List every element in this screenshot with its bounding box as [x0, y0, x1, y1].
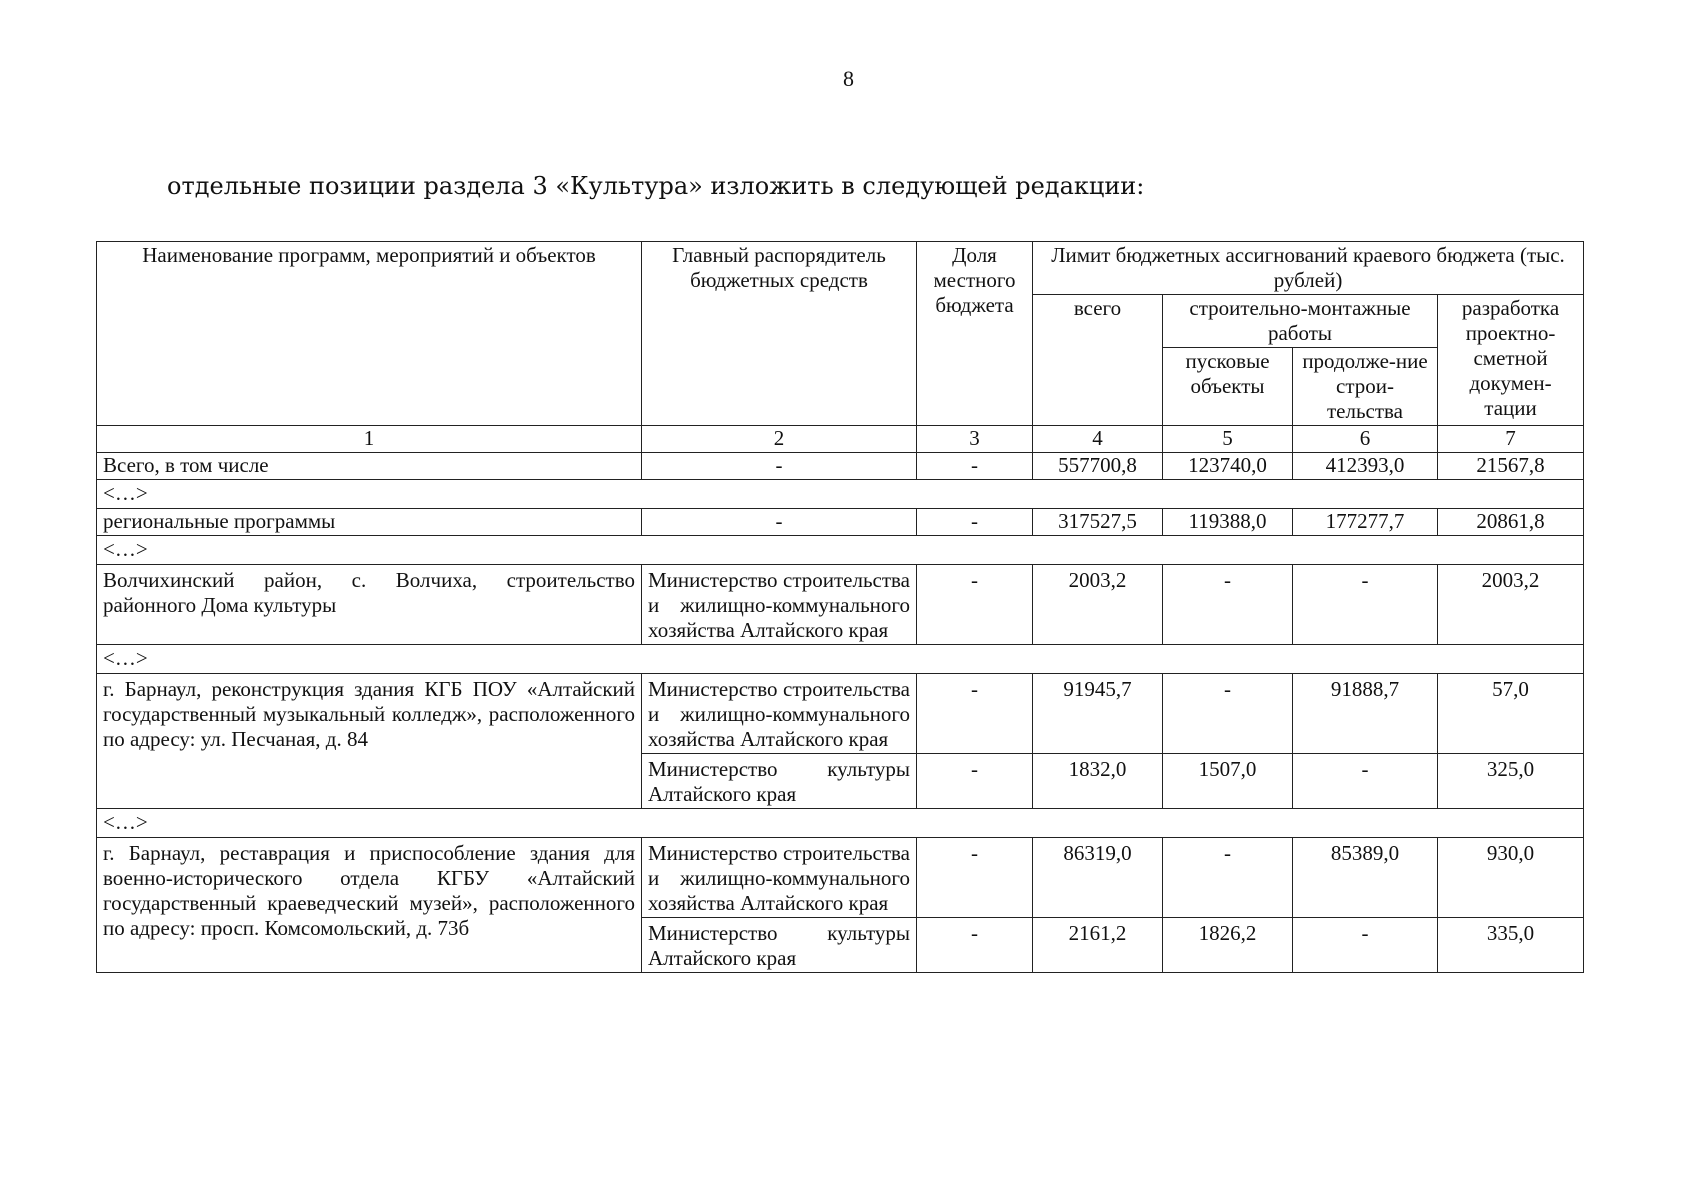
local-share-cell: -: [917, 453, 1033, 480]
row-name: г. Барнаул, реставрация и приспособление здания для военно-исторического отдела КГБУ «Алтайский государственный краеведческий музей», расположенного по адресу: просп. Комсомольский, д. 73б: [97, 838, 642, 973]
continuation-cell: -: [1293, 565, 1438, 645]
local-share-cell: -: [917, 754, 1033, 809]
launch-cell: -: [1163, 674, 1293, 754]
continuation-cell: 412393,0: [1293, 453, 1438, 480]
column-number: 7: [1438, 426, 1584, 453]
total-cell: 2161,2: [1033, 918, 1163, 973]
launch-cell: 123740,0: [1163, 453, 1293, 480]
ellipsis-row: [97, 536, 1584, 565]
intro-text: отдельные позиции раздела 3 «Культура» изложить в следующей редакции:: [167, 172, 1145, 200]
column-number: 4: [1033, 426, 1163, 453]
continuation-cell: 91888,7: [1293, 674, 1438, 754]
design-cell: 325,0: [1438, 754, 1584, 809]
ministry-cell: Министерство строительства и жилищно-коммунального хозяйства Алтайского края: [642, 674, 917, 754]
continuation-cell: 177277,7: [1293, 509, 1438, 536]
launch-cell: 1507,0: [1163, 754, 1293, 809]
header-total: всего: [1033, 295, 1163, 426]
launch-cell: -: [1163, 565, 1293, 645]
ministry-cell: Министерство культуры Алтайского края: [642, 918, 917, 973]
total-cell: 91945,7: [1033, 674, 1163, 754]
total-cell: 1832,0: [1033, 754, 1163, 809]
table-row-volchikha: [97, 565, 1584, 645]
local-share-cell: -: [917, 509, 1033, 536]
header-continuation: продолже-ние строи-тельства: [1293, 348, 1438, 426]
row-name: региональные программы: [97, 509, 642, 536]
table-row-museum: [97, 838, 1584, 918]
local-share-cell: -: [917, 565, 1033, 645]
total-cell: 317527,5: [1033, 509, 1163, 536]
total-cell: 2003,2: [1033, 565, 1163, 645]
launch-cell: -: [1163, 838, 1293, 918]
page-number: 8: [843, 66, 854, 91]
ellipsis: <…>: [97, 645, 1584, 674]
table-row-total: [97, 453, 1584, 480]
header-design: разработка проектно-сметной докумен-тации: [1438, 295, 1584, 426]
ministry-cell: -: [642, 453, 917, 480]
design-cell: 20861,8: [1438, 509, 1584, 536]
design-cell: 335,0: [1438, 918, 1584, 973]
header-col-local-share: Доля местного бюджета: [917, 242, 1033, 426]
ministry-cell: Министерство строительства и жилищно-коммунального хозяйства Алтайского края: [642, 565, 917, 645]
column-number: 3: [917, 426, 1033, 453]
ellipsis: <…>: [97, 809, 1584, 838]
column-numbers-row: [97, 426, 1584, 453]
header-row: [97, 242, 1584, 295]
launch-cell: 1826,2: [1163, 918, 1293, 973]
ministry-cell: Министерство культуры Алтайского края: [642, 754, 917, 809]
local-share-cell: -: [917, 838, 1033, 918]
continuation-cell: -: [1293, 754, 1438, 809]
total-cell: 557700,8: [1033, 453, 1163, 480]
continuation-cell: 85389,0: [1293, 838, 1438, 918]
ellipsis-row: [97, 809, 1584, 838]
design-cell: 57,0: [1438, 674, 1584, 754]
row-name: Волчихинский район, с. Волчиха, строительство районного Дома культуры: [97, 565, 642, 645]
design-cell: 930,0: [1438, 838, 1584, 918]
column-number: 2: [642, 426, 917, 453]
ellipsis-row: [97, 645, 1584, 674]
header-launch: пусковые объекты: [1163, 348, 1293, 426]
design-cell: 2003,2: [1438, 565, 1584, 645]
total-cell: 86319,0: [1033, 838, 1163, 918]
table-row-college: [97, 674, 1584, 754]
design-cell: 21567,8: [1438, 453, 1584, 480]
header-limit: Лимит бюджетных ассигнований краевого бюджета (тыс. рублей): [1033, 242, 1584, 295]
ellipsis: <…>: [97, 536, 1584, 565]
ministry-cell: Министерство строительства и жилищно-коммунального хозяйства Алтайского края: [642, 838, 917, 918]
ellipsis-row: [97, 480, 1584, 509]
budget-table: [96, 241, 1584, 973]
column-number: 1: [97, 426, 642, 453]
row-name: г. Барнаул, реконструкция здания КГБ ПОУ «Алтайский государственный музыкальный колледж», расположенного по адресу: ул. Песчаная, д. 84: [97, 674, 642, 809]
ministry-cell: -: [642, 509, 917, 536]
column-number: 6: [1293, 426, 1438, 453]
continuation-cell: -: [1293, 918, 1438, 973]
local-share-cell: -: [917, 918, 1033, 973]
header-construction: строительно-монтажные работы: [1163, 295, 1438, 348]
launch-cell: 119388,0: [1163, 509, 1293, 536]
header-col-ministry: Главный распорядитель бюджетных средств: [642, 242, 917, 426]
local-share-cell: -: [917, 674, 1033, 754]
column-number: 5: [1163, 426, 1293, 453]
table-row-regional: [97, 509, 1584, 536]
header-col-name: Наименование программ, мероприятий и объектов: [97, 242, 642, 426]
row-name: Всего, в том числе: [97, 453, 642, 480]
ellipsis: <…>: [97, 480, 1584, 509]
